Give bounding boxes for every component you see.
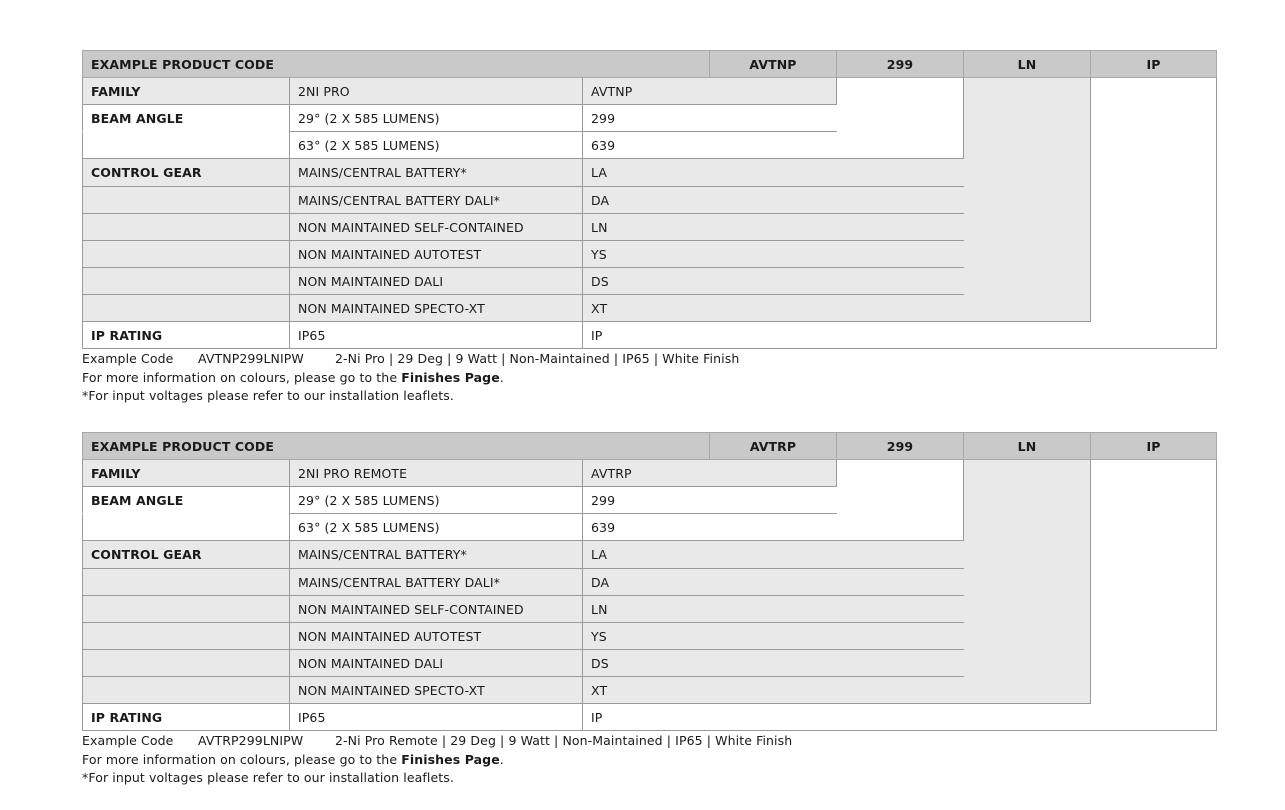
row-option-gear-la: MAINS/CENTRAL BATTERY* (289, 541, 583, 569)
row-option-gear-da: MAINS/CENTRAL BATTERY DALI* (289, 569, 583, 596)
row-option-family: 2NI PRO REMOTE (289, 460, 583, 487)
row-option-gear-xt: NON MAINTAINED SPECTO-XT (289, 295, 583, 322)
row-option-gear-la: MAINS/CENTRAL BATTERY* (289, 159, 583, 187)
row-option-beam-29: 29° (2 X 585 LUMENS) (289, 487, 583, 514)
example-code-line (82, 732, 1217, 751)
beam-column-bg (836, 460, 964, 541)
colour-note-text: For more information on colours, please go to the (82, 369, 402, 385)
row-label-gear: CONTROL GEAR (82, 541, 290, 569)
row-option-beam-63: 63° (2 X 585 LUMENS) (289, 514, 583, 541)
example-code-description: 2-Ni Pro Remote | 29 Deg | 9 Watt | Non-Maintained | IP65 | White Finish (335, 733, 793, 748)
row-label-beam: BEAM ANGLE (82, 487, 290, 514)
row-option-gear-ds: NON MAINTAINED DALI (289, 650, 583, 677)
voltage-note: *For input voltages please refer to our installation leaflets. (82, 770, 454, 785)
header-code-beam: 299 (836, 50, 964, 78)
row-option-gear-ds: NON MAINTAINED DALI (289, 268, 583, 295)
row-option-beam-29: 29° (2 X 585 LUMENS) (289, 105, 583, 132)
row-option-gear-ys: NON MAINTAINED AUTOTEST (289, 623, 583, 650)
ip-column-bg (1090, 460, 1217, 731)
row-label-gear-ln (82, 214, 290, 241)
colour-note-end: . (499, 369, 504, 385)
row-label-gear: CONTROL GEAR (82, 159, 290, 187)
colour-note-text: For more information on colours, please go to the (82, 751, 402, 767)
example-code-description: 2-Ni Pro | 29 Deg | 9 Watt | Non-Maintained | IP65 | White Finish (335, 351, 740, 366)
row-label-ip: IP RATING (82, 704, 290, 731)
row-code-gear-ys: YS (582, 241, 964, 268)
beam-column-bg (836, 78, 964, 159)
header-code-ip: IP (1090, 432, 1217, 460)
row-label-beam-63 (82, 514, 290, 541)
row-label-family: FAMILY (82, 460, 290, 487)
header-code-family: AVTNP (709, 50, 837, 78)
row-option-beam-63: 63° (2 X 585 LUMENS) (289, 132, 583, 159)
row-code-gear-xt: XT (582, 295, 964, 322)
row-code-gear-la: LA (582, 159, 964, 187)
row-label-family: FAMILY (82, 78, 290, 105)
header-code-family: AVTRP (709, 432, 837, 460)
row-option-ip: IP65 (289, 704, 583, 731)
header-code-gear: LN (963, 50, 1091, 78)
notes (82, 732, 1217, 788)
gear-column-bg (963, 78, 1091, 322)
colour-note-end: . (499, 751, 504, 767)
row-label-gear-ys (82, 241, 290, 268)
colour-note (82, 369, 1217, 388)
row-option-gear-xt: NON MAINTAINED SPECTO-XT (289, 677, 583, 704)
header-code-ip: IP (1090, 50, 1217, 78)
product-code-block-1 (82, 50, 1217, 406)
product-code-table (82, 432, 1217, 731)
row-code-beam-29: 299 (582, 487, 837, 514)
product-code-table (82, 50, 1217, 349)
row-code-gear-ln: LN (582, 596, 964, 623)
example-code-value: AVTNP299LNIPW (198, 351, 304, 366)
example-code-value: AVTRP299LNIPW (198, 733, 304, 748)
row-option-ip: IP65 (289, 322, 583, 349)
finishes-page-link[interactable]: Finishes Page (401, 751, 500, 767)
notes (82, 350, 1217, 406)
row-label-gear-xt (82, 677, 290, 704)
row-code-beam-63: 639 (582, 132, 837, 159)
row-label-beam: BEAM ANGLE (82, 105, 290, 132)
row-code-ip: IP (582, 704, 1217, 731)
header-title: EXAMPLE PRODUCT CODE (82, 50, 710, 78)
row-label-gear-xt (82, 295, 290, 322)
row-code-gear-da: DA (582, 569, 964, 596)
row-code-gear-da: DA (582, 187, 964, 214)
example-code-line (82, 350, 1217, 369)
example-code-label: Example Code (82, 351, 174, 366)
row-code-gear-ds: DS (582, 268, 964, 295)
row-option-gear-ln: NON MAINTAINED SELF-CONTAINED (289, 596, 583, 623)
header-code-gear: LN (963, 432, 1091, 460)
row-option-gear-ys: NON MAINTAINED AUTOTEST (289, 241, 583, 268)
row-code-beam-29: 299 (582, 105, 837, 132)
row-label-gear-da (82, 569, 290, 596)
colour-note (82, 751, 1217, 770)
row-code-ip: IP (582, 322, 1217, 349)
row-code-family: AVTNP (582, 78, 837, 105)
finishes-page-link[interactable]: Finishes Page (401, 369, 500, 385)
row-label-gear-da (82, 187, 290, 214)
row-code-gear-ln: LN (582, 214, 964, 241)
row-option-family: 2NI PRO (289, 78, 583, 105)
row-label-gear-ds (82, 650, 290, 677)
row-code-family: AVTRP (582, 460, 837, 487)
row-label-beam-63 (82, 132, 290, 159)
gear-column-bg (963, 460, 1091, 704)
ip-column-bg (1090, 78, 1217, 349)
row-label-ip: IP RATING (82, 322, 290, 349)
row-label-gear-ds (82, 268, 290, 295)
row-code-gear-la: LA (582, 541, 964, 569)
row-code-gear-ds: DS (582, 650, 964, 677)
row-option-gear-da: MAINS/CENTRAL BATTERY DALI* (289, 187, 583, 214)
header-code-beam: 299 (836, 432, 964, 460)
voltage-note: *For input voltages please refer to our installation leaflets. (82, 388, 454, 403)
header-title: EXAMPLE PRODUCT CODE (82, 432, 710, 460)
row-code-beam-63: 639 (582, 514, 837, 541)
row-code-gear-ys: YS (582, 623, 964, 650)
product-code-block-2 (82, 432, 1217, 788)
example-code-label: Example Code (82, 733, 174, 748)
row-label-gear-ys (82, 623, 290, 650)
row-option-gear-ln: NON MAINTAINED SELF-CONTAINED (289, 214, 583, 241)
row-code-gear-xt: XT (582, 677, 964, 704)
row-label-gear-ln (82, 596, 290, 623)
